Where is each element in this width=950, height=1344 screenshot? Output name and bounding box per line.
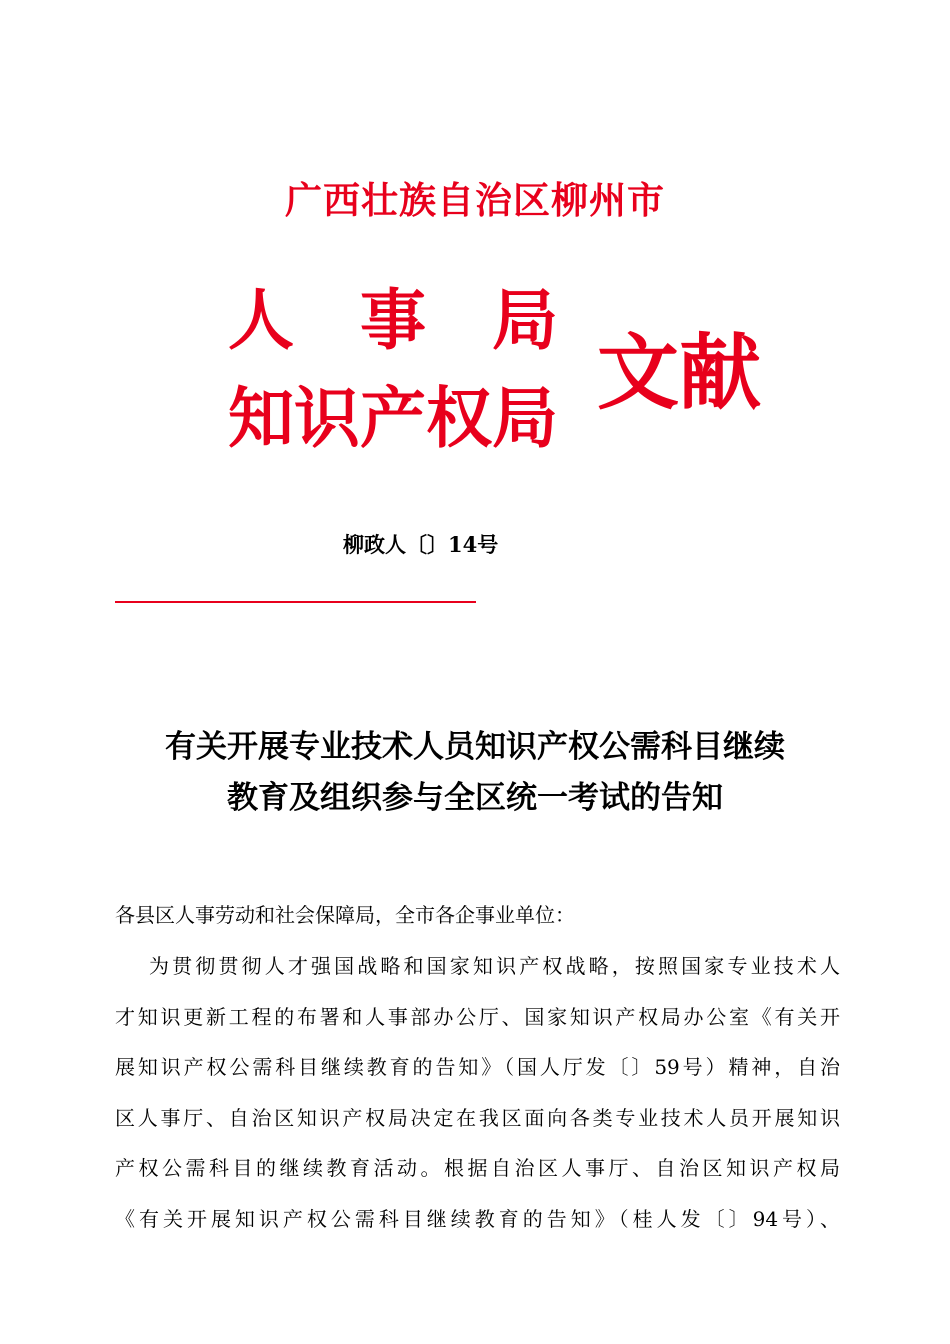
body-line: 才知识更新工程的布署和人事部办公厅、国家知识产权局办公室《有关开 bbox=[115, 1004, 840, 1029]
header-title: 广西壮族自治区柳州市 bbox=[285, 179, 665, 222]
notice-title-line: 教育及组织参与全区统一考试的告知 bbox=[227, 780, 723, 816]
body-line: 区人事厅、自治区知识产权局决定在我区面向各类专业技术人员开展知识 bbox=[115, 1105, 840, 1130]
notice-title bbox=[0, 722, 950, 824]
body-paragraph bbox=[115, 951, 840, 1254]
body-line: 产权公需科目的继续教育活动。根据自治区人事厅、自治区知识产权局 bbox=[115, 1156, 840, 1180]
document-type: 文献 bbox=[597, 326, 762, 421]
salutation: 各县区人事劳动和社会保障局，全市各企事业单位： bbox=[115, 903, 575, 927]
header-divider bbox=[115, 601, 476, 603]
issuer-ip-bureau: 知识产权局 bbox=[228, 380, 558, 457]
issuer-personnel-bureau bbox=[228, 282, 558, 359]
issuer-char: 人 bbox=[228, 282, 294, 359]
issuer-char: 事 bbox=[360, 282, 426, 359]
document-number: 柳政人〔〕14号 bbox=[343, 532, 499, 557]
notice-title-line: 有关开展专业技术人员知识产权公需科目继续 bbox=[165, 729, 785, 765]
body-line: 展知识产权公需科目继续教育的告知》（国人厅发〔〕59号）精神，自治 bbox=[115, 1055, 840, 1079]
body-line: 为贯彻贯彻人才强国战略和国家知识产权战略，按照国家专业技术人 bbox=[149, 954, 840, 978]
body-line: 《有关开展知识产权公需科目继续教育的告知》（桂人发〔〕94号）、 bbox=[115, 1206, 840, 1231]
issuer-char: 局 bbox=[492, 282, 558, 359]
